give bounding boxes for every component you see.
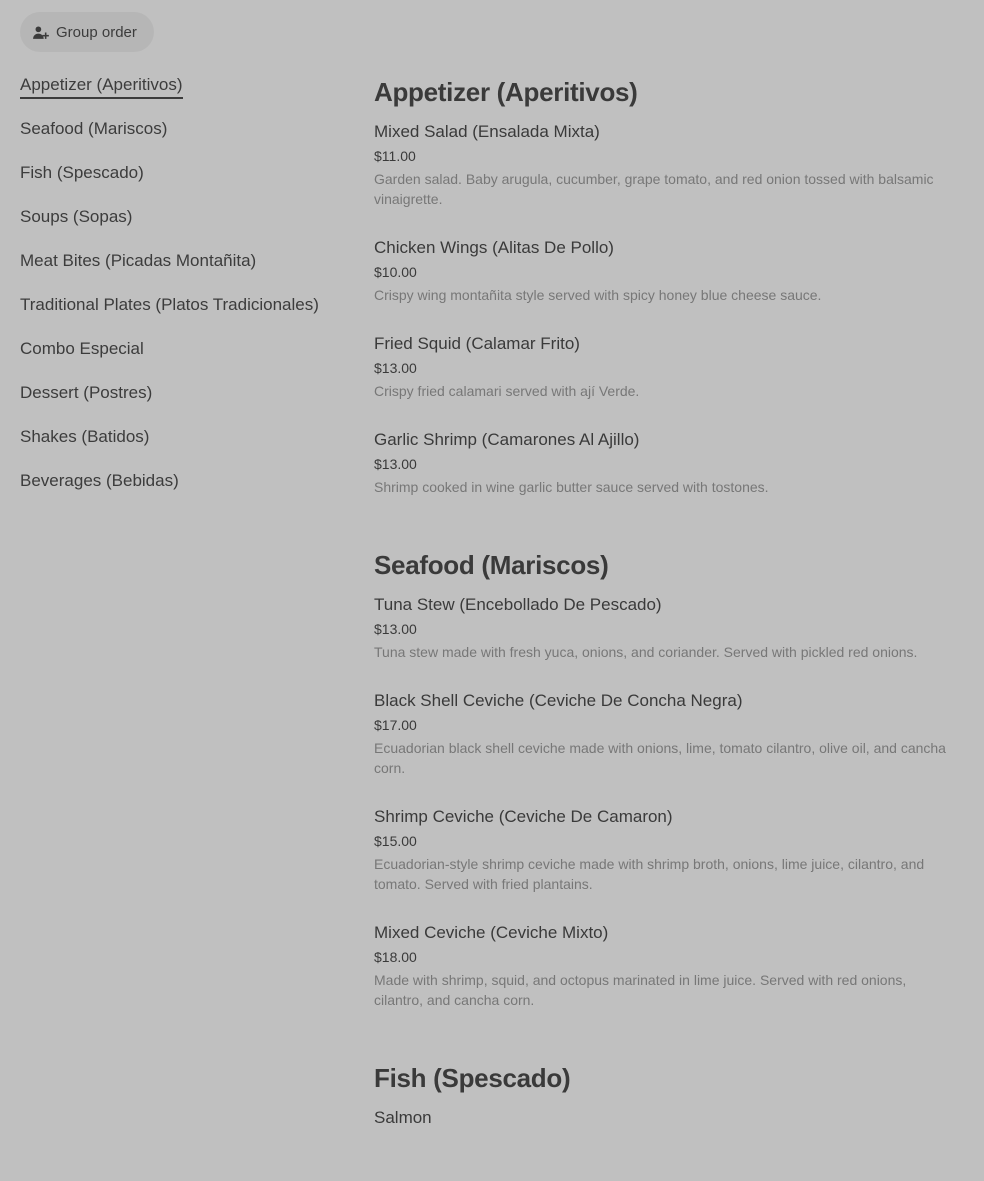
menu-content (374, 76, 954, 1181)
sidebar-item-label: Soups (Sopas) (20, 207, 133, 226)
sidebar-item-label: Meat Bites (Picadas Montañita) (20, 251, 257, 270)
menu-item[interactable] (374, 429, 954, 497)
menu-item-price: $10.00 (374, 264, 417, 280)
menu-item-name: Mixed Salad (Ensalada Mixta) (374, 122, 600, 141)
menu-item-name: Fried Squid (Calamar Frito) (374, 334, 580, 353)
menu-item-price: $17.00 (374, 717, 417, 733)
sidebar-item-combo-especial[interactable] (20, 338, 350, 382)
group-order-icon (32, 24, 49, 41)
menu-item[interactable] (374, 1107, 954, 1129)
menu-item[interactable] (374, 121, 954, 209)
menu-item-description: Garden salad. Baby arugula, cucumber, grape tomato, and red onion tossed with balsamic vinaigrette. (374, 171, 934, 207)
sidebar-item-traditional-plates[interactable] (20, 294, 350, 338)
menu-item[interactable] (374, 594, 954, 662)
category-sidebar (20, 74, 350, 514)
section-title: Seafood (Mariscos) (374, 550, 609, 580)
group-order-label: Group order (56, 23, 137, 41)
group-order-button[interactable] (20, 12, 154, 52)
menu-item-name: Tuna Stew (Encebollado De Pescado) (374, 595, 662, 614)
menu-section-appetizer (374, 76, 954, 497)
sidebar-item-shakes[interactable] (20, 426, 350, 470)
menu-item-price: $13.00 (374, 456, 417, 472)
menu-item-price: $11.00 (374, 148, 416, 164)
menu-item-description: Ecuadorian-style shrimp ceviche made with shrimp broth, onions, lime juice, cilantro, and tomato. Served with fried plantains. (374, 856, 925, 892)
menu-item-name: Shrimp Ceviche (Ceviche De Camaron) (374, 807, 673, 826)
menu-item[interactable] (374, 333, 954, 401)
sidebar-item-seafood[interactable] (20, 118, 350, 162)
menu-item-description: Shrimp cooked in wine garlic butter sauce served with tostones. (374, 479, 769, 495)
sidebar-item-fish[interactable] (20, 162, 350, 206)
sidebar-item-label: Fish (Spescado) (20, 163, 144, 182)
sidebar-item-label: Seafood (Mariscos) (20, 119, 168, 138)
menu-item-description: Crispy wing montañita style served with spicy honey blue cheese sauce. (374, 287, 822, 303)
menu-item-description: Made with shrimp, squid, and octopus marinated in lime juice. Served with red onions, cilantro, and cancha corn. (374, 972, 907, 1008)
sidebar-item-meat-bites[interactable] (20, 250, 350, 294)
menu-item[interactable] (374, 922, 954, 1010)
menu-section-fish (374, 1062, 954, 1129)
menu-item[interactable] (374, 237, 954, 305)
menu-item-name: Chicken Wings (Alitas De Pollo) (374, 238, 614, 257)
menu-item-price: $13.00 (374, 360, 417, 376)
sidebar-item-dessert[interactable] (20, 382, 350, 426)
menu-item-price: $13.00 (374, 621, 417, 637)
sidebar-item-label: Traditional Plates (Platos Tradicionales) (20, 295, 319, 314)
sidebar-item-soups[interactable] (20, 206, 350, 250)
sidebar-item-label: Combo Especial (20, 339, 144, 358)
menu-item-name: Black Shell Ceviche (Ceviche De Concha Negra) (374, 691, 743, 710)
sidebar-item-appetizer[interactable] (20, 74, 350, 118)
sidebar-item-label: Shakes (Batidos) (20, 427, 150, 446)
menu-item-price: $15.00 (374, 833, 417, 849)
sidebar-item-beverages[interactable] (20, 470, 350, 514)
menu-item-name: Garlic Shrimp (Camarones Al Ajillo) (374, 430, 640, 449)
sidebar-item-label: Dessert (Postres) (20, 383, 153, 402)
menu-item[interactable] (374, 690, 954, 778)
menu-item-description: Ecuadorian black shell ceviche made with onions, lime, tomato cilantro, olive oil, and cancha corn. (374, 740, 946, 776)
menu-item-name: Mixed Ceviche (Ceviche Mixto) (374, 923, 609, 942)
section-title: Fish (Spescado) (374, 1063, 571, 1093)
menu-item-description: Tuna stew made with fresh yuca, onions, and coriander. Served with pickled red onions. (374, 644, 918, 660)
menu-item[interactable] (374, 806, 954, 894)
section-title: Appetizer (Aperitivos) (374, 77, 638, 107)
menu-item-price: $18.00 (374, 949, 417, 965)
menu-item-description: Crispy fried calamari served with ají Verde. (374, 383, 640, 399)
sidebar-item-label: Appetizer (Aperitivos) (20, 74, 183, 99)
menu-section-seafood (374, 549, 954, 1010)
menu-item-name: Salmon (374, 1108, 432, 1127)
sidebar-item-label: Beverages (Bebidas) (20, 471, 179, 490)
